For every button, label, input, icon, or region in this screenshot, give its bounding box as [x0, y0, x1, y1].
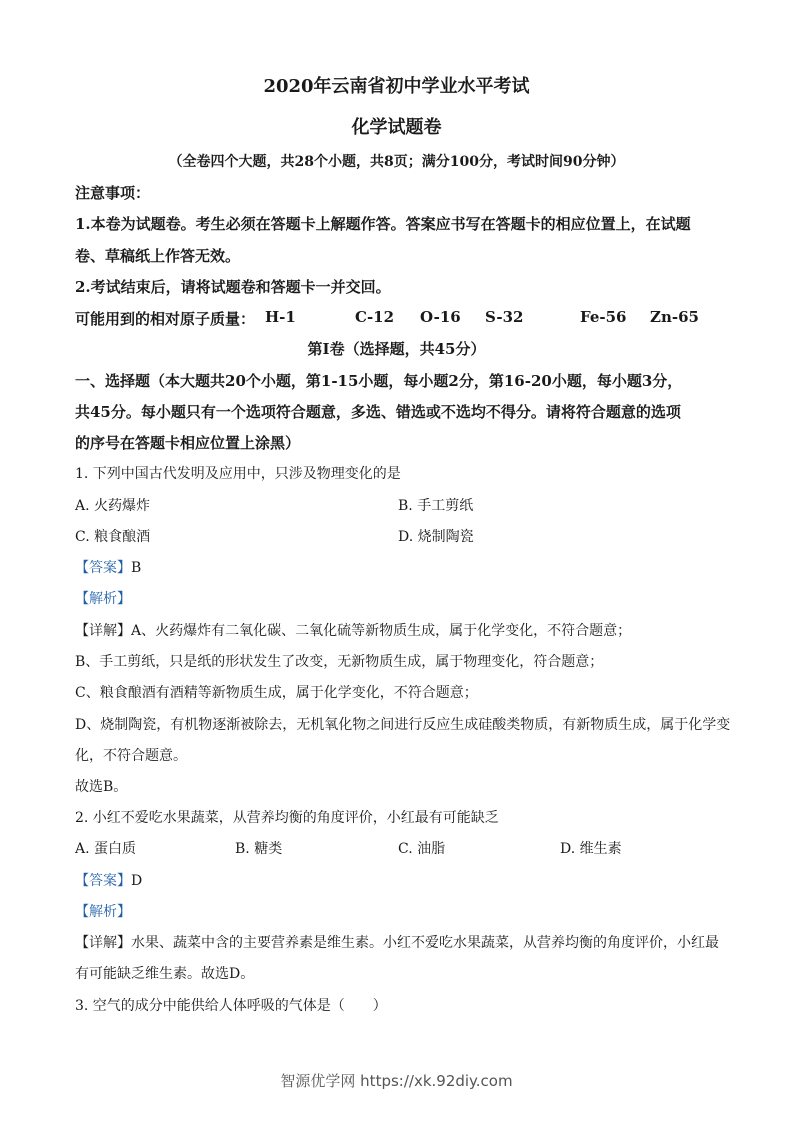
q1-stem: 1. 下列中国古代发明及应用中，只涉及物理变化的是	[75, 466, 401, 482]
q2-analysis-tag: 【解析】	[75, 904, 131, 920]
q2-option-a: A. 蛋白质	[75, 841, 137, 857]
notice-2: 2.考试结束后，请将试题卷和答题卡一并交回。	[75, 278, 391, 296]
atomic-mass-s: S-32	[485, 308, 524, 326]
detail-tag: 【详解】	[75, 623, 131, 639]
atomic-mass-h: H-1	[265, 308, 296, 326]
q1-option-b: B. 手工剪纸	[398, 498, 474, 514]
exam-info: （全卷四个大题，共28个小题，共8页；满分100分，考试时间90分钟）	[168, 154, 625, 170]
part1-instructions-c: 的序号在答题卡相应位置上涂黑）	[75, 434, 301, 452]
detail-tag: 【详解】	[75, 935, 131, 951]
q1-option-c: C. 粮食酿酒	[75, 529, 151, 545]
q2-stem: 2. 小红不爱吃水果蔬菜，从营养均衡的角度评价，小红最有可能缺乏	[75, 810, 499, 826]
atomic-mass-fe: Fe-56	[580, 308, 627, 326]
q2-option-b: B. 糖类	[235, 841, 283, 857]
q2-option-c: C. 油脂	[398, 841, 446, 857]
q1-answer	[75, 557, 733, 577]
part1-instructions-a: 一、选择题（本大题共20个小题，第1-15小题，每小题2分，第16-20小题，每小题3分，	[75, 372, 683, 390]
q3-stem: 3. 空气的成分中能供给人体呼吸的气体是（ ）	[75, 998, 387, 1014]
answer-tag: 【答案】	[75, 873, 131, 889]
atomic-mass-zn: Zn-65	[650, 308, 699, 326]
q1-detail-3: C、粮食酿酒有酒精等新物质生成，属于化学变化，不符合题意；	[75, 685, 478, 701]
section-title: 第Ⅰ卷（选择题，共45分）	[307, 340, 486, 358]
q2-answer	[75, 870, 733, 890]
q1-detail-2: B、手工剪纸，只是纸的形状发生了改变，无新物质生成，属于物理变化，符合题意；	[75, 654, 604, 670]
atomic-mass-o: O-16	[420, 308, 461, 326]
q2-detail-2: 有可能缺乏维生素。故选D。	[75, 966, 255, 982]
q1-detail-4a: D、烧制陶瓷，有机物逐渐被除去，无机氧化物之间进行反应生成硅酸类物质，有新物质生成，属于化学变	[75, 717, 731, 733]
exam-title: 2020年云南省初中学业水平考试	[263, 76, 530, 97]
notice-1b: 卷、草稿纸上作答无效。	[75, 247, 241, 265]
exam-subtitle: 化学试题卷	[351, 117, 442, 138]
q2-option-d: D. 维生素	[560, 841, 622, 857]
answer-value: B	[131, 560, 142, 576]
footer-watermark: 智源优学网 https://xk.92diy.com	[280, 1072, 513, 1090]
q1-option-a: A. 火药爆炸	[75, 498, 151, 514]
part1-instructions-b: 共45分。每小题只有一个选项符合题意，多选、错选或不选均不得分。请将符合题意的选项	[75, 403, 681, 421]
q1-option-d: D. 烧制陶瓷	[398, 529, 474, 545]
atomic-mass-label: 可能用到的相对原子质量：	[75, 310, 256, 328]
q2-detail-1	[75, 932, 733, 952]
answer-tag: 【答案】	[75, 560, 131, 576]
atomic-mass-c: C-12	[355, 308, 395, 326]
q1-conclusion: 故选B。	[75, 779, 128, 795]
notice-heading: 注意事项：	[75, 184, 151, 202]
q1-detail-1	[75, 620, 733, 640]
q1-analysis-tag: 【解析】	[75, 591, 131, 607]
answer-value: D	[131, 873, 143, 889]
notice-1a: 1.本卷为试题卷。考生必须在答题卡上解题作答。答案应书写在答题卡的相应位置上，在试题	[75, 215, 691, 233]
detail-text: 水果、蔬菜中含的主要营养素是维生素。小红不爱吃水果蔬菜，从营养均衡的角度评价，小红最	[131, 935, 719, 951]
detail-text: A、火药爆炸有二氧化碳、二氧化硫等新物质生成，属于化学变化，不符合题意；	[131, 623, 632, 639]
q1-detail-4b: 化，不符合题意。	[75, 748, 187, 764]
